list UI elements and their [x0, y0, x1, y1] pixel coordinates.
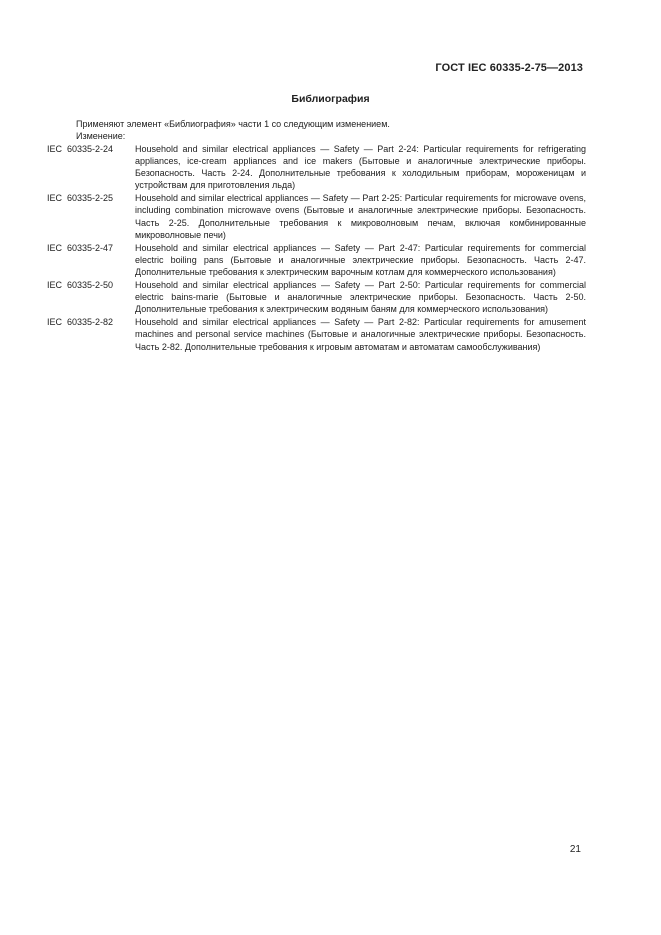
page-number: 21	[569, 844, 581, 855]
bibliography-list	[47, 143, 586, 354]
entry-text: Household and similar electrical appliances — Safety — Part 2-47: Particular requirements for commercial electric boiling pans (Бытовые и аналогичные электрические приборы. Безопасность. Часть 2-47. Дополнительные требования к электрическим варочным котлам для коммерческого использования)	[135, 242, 586, 277]
bibliography-entry	[47, 143, 586, 191]
entry-code: IEC 60335-2-25	[47, 193, 114, 204]
bibliography-entry	[47, 242, 586, 278]
bibliography-entry	[47, 192, 586, 240]
intro-line: Применяют элемент «Библиография» части 1 со следующим изменением.	[76, 119, 390, 129]
intro-line: Изменение:	[76, 131, 126, 141]
entry-code: IEC 60335-2-50	[47, 280, 114, 291]
entry-text: Household and similar electrical appliances — Safety — Part 2-24: Particular requirements for refrigerating appliances, ice-cream appliances and ice makers (Бытовые и аналогичные электрические приборы. Безопасность. Часть 2-24. Дополнительные требования к холодильным приборам, мороженицам и устройствам для приготовления льда)	[135, 144, 586, 191]
bibliography-entry	[47, 316, 586, 352]
entry-text: Household and similar electrical appliances — Safety — Part 2-25: Particular requirements for microwave ovens, including combination microwave ovens (Бытовые и аналогичные электрические приборы. Безопасность. Часть 2-25. Дополнительные требования к микроволновым печам, включая комбинированные микроволновые печи)	[135, 193, 586, 240]
entry-code: IEC 60335-2-47	[47, 242, 114, 253]
intro-paragraph	[76, 118, 586, 142]
section-title: Библиография	[291, 93, 370, 105]
entry-text: Household and similar electrical appliances — Safety — Part 2-50: Particular requirements for commercial electric bains-marie (Бытовые и аналогичные электрические приборы. Безопасность. Часть 2-50. Дополнительные требования к электрическим водяным баням для коммерческого использования)	[135, 280, 586, 315]
entry-code: IEC 60335-2-24	[47, 144, 114, 154]
standard-code-header: ГОСТ IEC 60335-2-75—2013	[435, 62, 583, 74]
entry-code: IEC 60335-2-82	[47, 317, 114, 328]
bibliography-entry	[47, 279, 586, 315]
entry-text: Household and similar electrical appliances — Safety — Part 2-82: Particular requirements for amusement machines and personal service machines (Бытовые и аналогичные электрические приборы. Безопасность. Часть 2-82. Дополнительные требования к игровым автоматам и автоматам самообслуживания)	[135, 317, 586, 352]
